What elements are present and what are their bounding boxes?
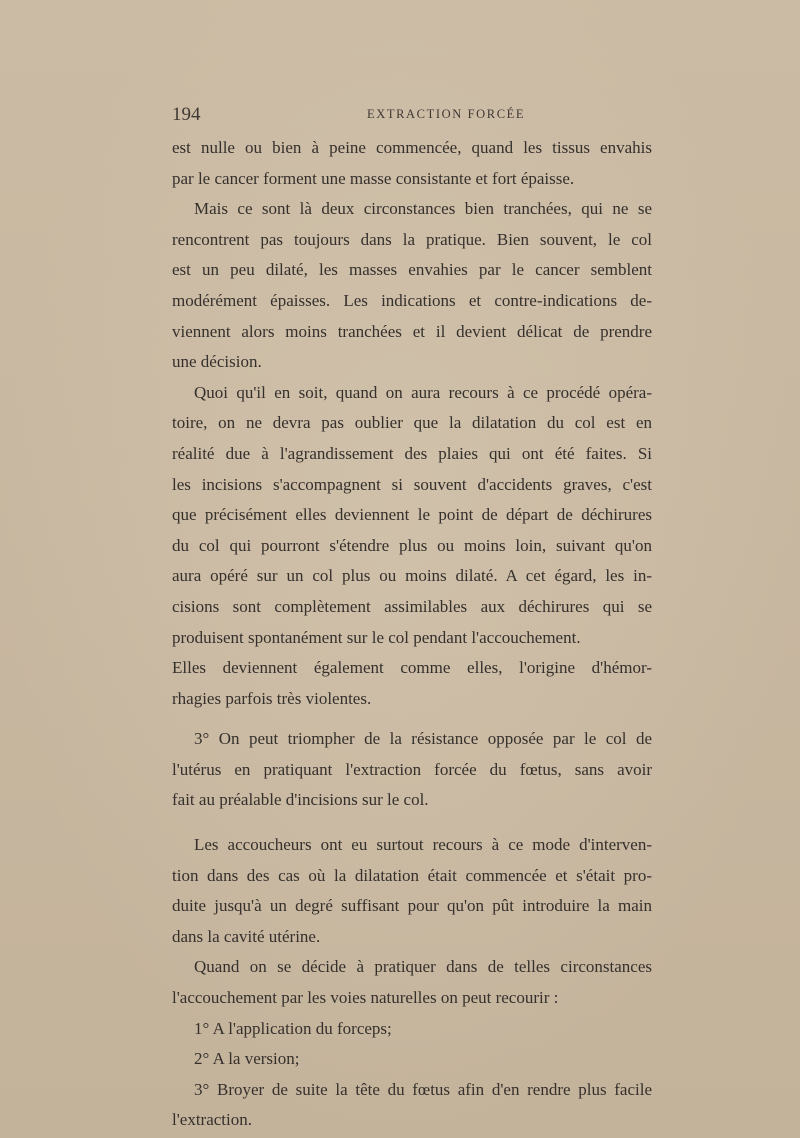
list-item: 1° A l'application du forceps; xyxy=(194,1018,392,1038)
text-line: dans la cavité utérine. xyxy=(172,926,321,946)
text-line: tion dans des cas où la dilatation était commencée et s'était pro- xyxy=(172,865,652,885)
text-line: toire, on ne devra pas oublier que la dilatation du col est en xyxy=(172,413,652,433)
text-line: duite jusqu'à un degré suffisant pour qu'on pût introduire la main xyxy=(172,896,652,916)
text-line: produisent spontanément sur le col pendant l'accouchement. xyxy=(172,627,581,647)
paragraph-gap xyxy=(172,816,652,830)
text-line: rhagies parfois très violentes. xyxy=(172,688,372,708)
text-line: Elles deviennent également comme elles, l'origine d'hémor- xyxy=(172,658,652,678)
text-line: du col qui pourront s'étendre plus ou moins loin, suivant qu'on xyxy=(172,535,652,555)
text-line: rencontrent pas toujours dans la pratique. Bien souvent, le col xyxy=(172,229,652,249)
text-line: Quand on se décide à pratiquer dans de telles circonstances xyxy=(194,957,652,977)
text-line: que précisément elles deviennent le point de départ de déchirures xyxy=(172,505,652,525)
text-line: l'utérus en pratiquant l'extraction forcée du fœtus, sans avoir xyxy=(172,759,652,779)
text-line: par le cancer forment une masse consistante et fort épaisse. xyxy=(172,168,575,188)
text-line: une décision. xyxy=(172,352,262,372)
text-line: 3° On peut triompher de la résistance opposée par le col de xyxy=(194,729,652,749)
page-number: 194 xyxy=(172,104,201,125)
text-line: l'accouchement par les voies naturelles on peut recourir : xyxy=(172,988,559,1008)
text-line: est un peu dilaté, les masses envahies par le cancer semblent xyxy=(172,260,652,280)
text-line: fait au préalable d'incisions sur le col. xyxy=(172,790,429,810)
text-line: les incisions s'accompagnent si souvent d'accidents graves, c'est xyxy=(172,474,652,494)
text-line: Mais ce sont là deux circonstances bien tranchées, qui ne se xyxy=(194,199,652,219)
running-head: EXTRACTION FORCÉE xyxy=(367,107,526,121)
text-line: viennent alors moins tranchées et il devient délicat de prendre xyxy=(172,321,652,341)
page-header xyxy=(172,104,652,124)
text-line: modérément épaisses. Les indications et contre-indications de- xyxy=(172,290,652,310)
text-line: Les accoucheurs ont eu surtout recours à ce mode d'interven- xyxy=(194,835,652,855)
text-line: réalité due à l'agrandissement des plaies qui ont été faites. Si xyxy=(172,443,652,463)
paragraph-gap xyxy=(172,714,652,724)
text-line: Quoi qu'il en soit, quand on aura recours à ce procédé opéra- xyxy=(194,382,652,402)
text-line: l'extraction. xyxy=(172,1110,253,1130)
text-line: cisions sont complètement assimilables aux déchirures qui se xyxy=(172,596,652,616)
list-item: 2° A la version; xyxy=(194,1049,300,1069)
list-item: 3° Broyer de suite la tête du fœtus afin d'en rendre plus facile xyxy=(194,1079,652,1099)
text-line: aura opéré sur un col plus ou moins dilaté. A cet égard, les in- xyxy=(172,566,652,586)
text-line: est nulle ou bien à peine commencée, quand les tissus envahis xyxy=(172,138,652,157)
body-text xyxy=(172,133,652,1136)
